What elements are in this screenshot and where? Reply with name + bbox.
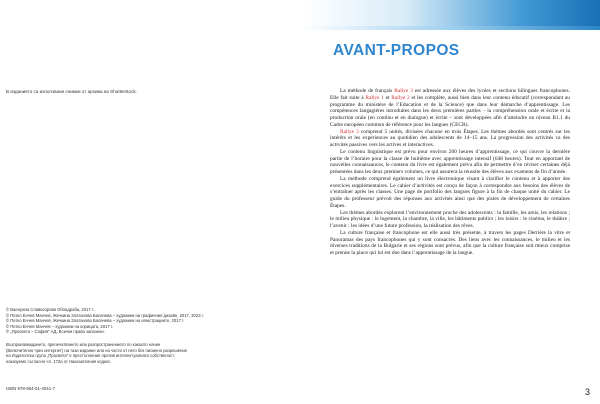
isbn: ISBN 978-954-01-4041-7 [6,386,56,391]
page-number: 3 [585,387,591,397]
book-title-rallye-3: Rallye 3 [394,88,413,94]
rights-line: (Включително чрез интернет) на тази издание или на части от него без писмено разрешение [6,347,188,353]
credit-line: © Ваенуина Славкоорова Обладраба, 2017 г. [6,307,95,312]
book-title-rallye-3: Rallye 3 [340,128,359,135]
credit-line: © Петко Енчев Манчев – художник на корицата, 2017 г. [6,323,114,329]
credit-line: © Петко Енчев Манчев, Жечкина Златанова Балачева – художник на графичния дизайн, 2017, 2023 г. [6,312,204,318]
text-run: comprend 5 unités, divisées chacune en trois Étapes. Les thèmes abordés sont centrés sur les intérêts et les expériences au quotidien des adolescents de 14–15 ans. La progression des activités va des activités passives vers les actives et interactives. [330,128,570,148]
book-title-rallye-1: Rallye 1 [365,94,384,101]
paragraph-materials: La méthode comprend également un livre électronique visant à clarifier le contenu et à apporter des exercices supplémentaires. Le cahier d’activités est conçu de façon à correspondre aux besoins des élèves de s’entraîner après les classes. Une page de portfolio des langues figure à la fin de chaque unité du cahier. Le guide du professeur prévoit des réponses aux activités ainsi que des pistes de développement de certaines Étapes. [330,175,570,209]
paragraph-themes: Les thèmes abordés explorent l’environnement proche des adolescents : la famille, les amis, les relations ; le milieu physique : le logement, la chambre, la ville, les bâtiments publics ; les loisirs : le cinéma, le théâtre ; l’avenir : les idées d’une future profession, la réalisation des rêves. [330,209,570,229]
right-page [300,0,600,404]
reproduction-rights-notice [6,342,281,364]
credit-line: © Петко Енчев Манчев, Жечкина Златанова Балачева – художник на илюстрациите, 2017 г. [6,318,185,324]
paragraph-culture: La culture française et francophone est elle aussi très présente, à travers les pages Derrière la vitre et Panoramas des pays francophones qui y sont consacrés. Des liens avec les connaissances, le milieu et les diverses traditions de la Bulgarie et ses régions sont prévus, afin que la culture française soit mieux comprise et prenne la place qui lui est due dans l’apprentissage de la langue. [330,229,570,256]
header-stripe [300,26,600,30]
page-title: AVANT-PROPOS [333,42,460,59]
header-decoration-band [300,0,600,30]
foreword-text [330,88,570,257]
paragraph-intro [330,88,570,129]
book-title-rallye-2: Rallye 2 [391,94,410,101]
paragraph-structure [330,129,570,149]
image-credit-note: В изданието са използвани снимки от архива на Shutterstock. [6,89,137,94]
rights-line: Възпроизвеждането, препечатването или разпространението по какъвто начин [6,342,161,347]
rights-line: наказуемо съгласно чл. 172а от Наказателния кодекс. [6,358,112,364]
text-run: et [383,94,392,101]
text-run: et les complète, aussi bien dans leur contenu éducatif (correspondant au programme du ministère de l’Education et de la Science) que dans leur démarche d’apprentissage. Les compétences langagières introduites dans les deux premières parties – la compréhension orale et écrite et la production orale (en continu et en dialogue) et écrite – sont développées afin d’atteindre un niveau B1.1 du Cadre européen commun de référence pour les langues (CECR). [330,94,570,128]
copyright-credits [6,307,276,335]
text-run: La méthode de français [340,88,395,94]
text-run: est adressée aux élèves des lycées et sections bilingues francophones. Elle fait suite à [330,88,570,101]
rights-line: на Издателска група „Просвета“ е престъпление против интелектуалната собственост, [6,353,175,358]
paragraph-content: Le contenu linguistique est prévu pour environ 200 heures d’apprentissage, ce qui couvre la dernière partie de l’horaire pour la classe de huitième avec apprentissage intensif (648 heures). Tout en apportant de nouvelles connaissances, le contenu du livre est également prévu afin de permettre d’en réviser certaines déjà présentées dans les deux premiers volumes, ce qui assurera la réussite des élèves aux examens de fin d’année. [330,148,570,175]
credit-line: © „Просвета – София“ АД, Всички права запазени. [6,329,105,335]
